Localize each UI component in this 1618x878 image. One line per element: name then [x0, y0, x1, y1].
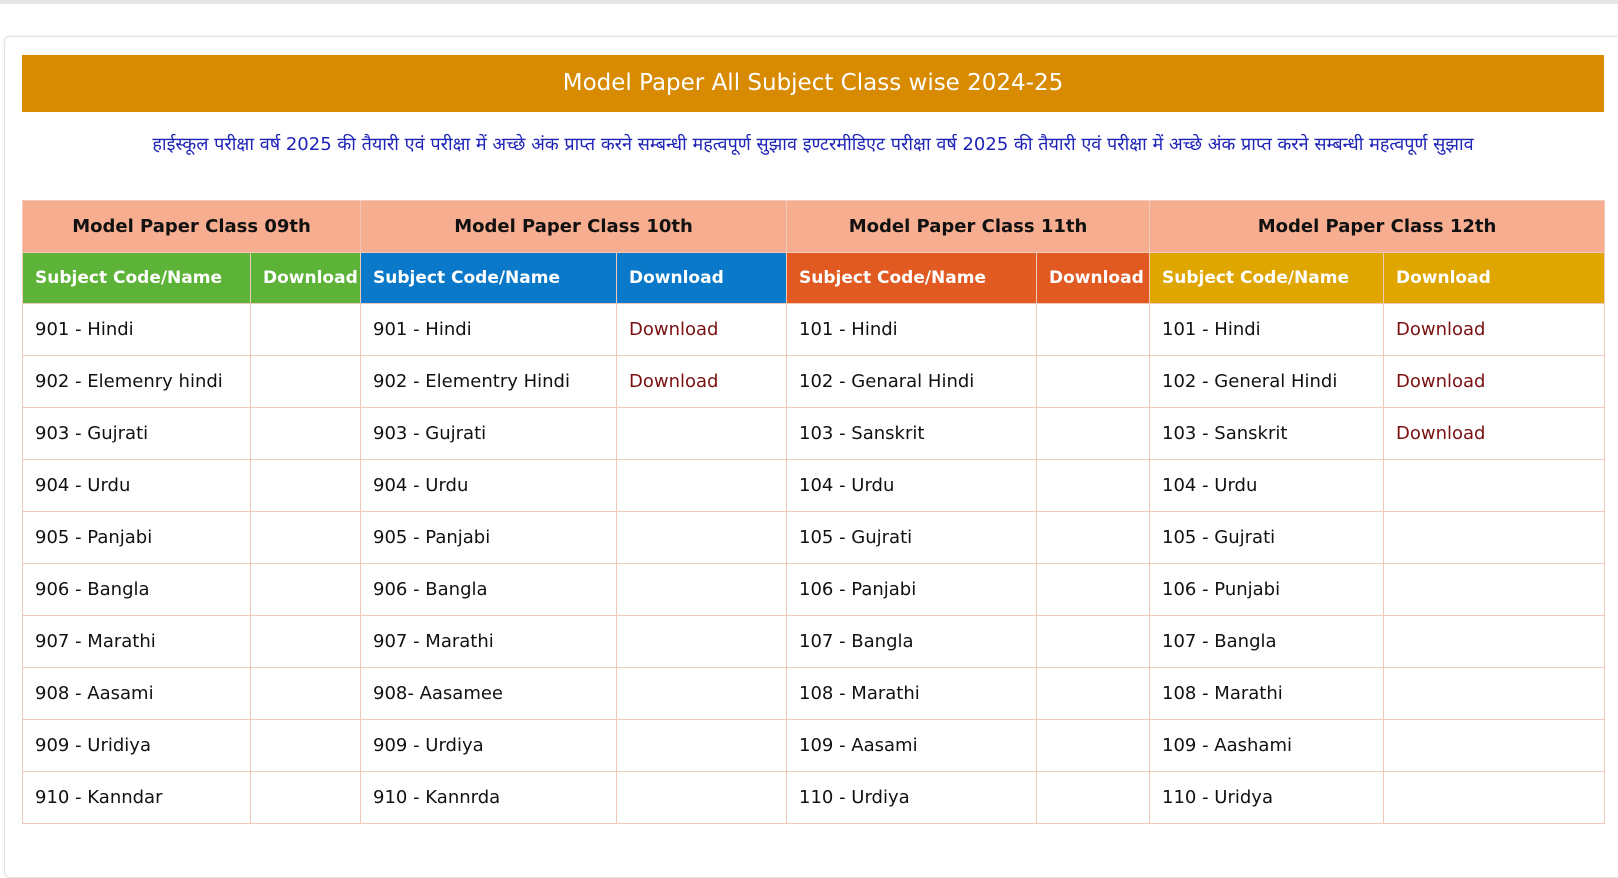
download-cell: [1384, 772, 1605, 824]
notice-links: [22, 132, 1604, 156]
table-row: [23, 772, 1605, 824]
download-cell: [617, 356, 787, 408]
download-cell: [1384, 616, 1605, 668]
top-scroll-shadow: [0, 0, 1618, 4]
subject-cell: 905 - Panjabi: [23, 512, 251, 564]
subject-cell: 110 - Urdiya: [787, 772, 1037, 824]
table-row: [23, 616, 1605, 668]
download-cell: [251, 512, 361, 564]
subject-cell: 902 - Elemenry hindi: [23, 356, 251, 408]
subject-cell: 102 - Genaral Hindi: [787, 356, 1037, 408]
subject-cell: 109 - Aasami: [787, 720, 1037, 772]
class-09-subject-col: Subject Code/Name: [23, 253, 251, 304]
download-cell: [1037, 304, 1150, 356]
download-cell: [617, 512, 787, 564]
class-12-header: Model Paper Class 12th: [1150, 201, 1605, 253]
download-cell: [251, 460, 361, 512]
page-title-banner: [22, 55, 1604, 112]
subject-cell: 101 - Hindi: [787, 304, 1037, 356]
download-cell: [251, 564, 361, 616]
subject-cell: 109 - Aashami: [1150, 720, 1384, 772]
download-link[interactable]: Download: [629, 371, 719, 392]
download-cell: [251, 356, 361, 408]
download-cell: [251, 772, 361, 824]
subject-cell: 102 - General Hindi: [1150, 356, 1384, 408]
subject-cell: 910 - Kanndar: [23, 772, 251, 824]
subject-cell: 107 - Bangla: [1150, 616, 1384, 668]
download-cell: [1037, 356, 1150, 408]
intermediate-tips-link[interactable]: इण्टरमीडिएट परीक्षा वर्ष 2025 की तैयारी एवं परीक्षा में अच्छे अंक प्राप्त करने सम्बन्धी महत्वपूर्ण सुझाव: [802, 134, 1474, 155]
subject-cell: 904 - Urdu: [23, 460, 251, 512]
download-cell: [1037, 668, 1150, 720]
download-cell: [617, 564, 787, 616]
subject-cell: 906 - Bangla: [23, 564, 251, 616]
download-cell: [1384, 460, 1605, 512]
table-row: [23, 304, 1605, 356]
download-cell: [1037, 720, 1150, 772]
download-cell: [617, 304, 787, 356]
download-cell: [1037, 408, 1150, 460]
subject-cell: 108 - Marathi: [787, 668, 1037, 720]
subject-cell: 910 - Kannrda: [361, 772, 617, 824]
subject-cell: 103 - Sanskrit: [787, 408, 1037, 460]
subject-cell: 904 - Urdu: [361, 460, 617, 512]
download-cell: [251, 668, 361, 720]
subject-cell: 905 - Panjabi: [361, 512, 617, 564]
class-10-subject-col: Subject Code/Name: [361, 253, 617, 304]
class-11-download-col: Download: [1037, 253, 1150, 304]
table-row: [23, 356, 1605, 408]
download-cell: [1037, 616, 1150, 668]
subject-cell: 103 - Sanskrit: [1150, 408, 1384, 460]
table-row: [23, 512, 1605, 564]
download-cell: [251, 720, 361, 772]
subject-cell: 902 - Elementry Hindi: [361, 356, 617, 408]
subject-cell: 901 - Hindi: [361, 304, 617, 356]
subject-cell: 908 - Aasami: [23, 668, 251, 720]
subject-cell: 105 - Gujrati: [1150, 512, 1384, 564]
download-cell: [1384, 564, 1605, 616]
class-09-download-col: Download: [251, 253, 361, 304]
model-paper-table: [22, 200, 1605, 824]
class-12-download-col: Download: [1384, 253, 1605, 304]
download-link[interactable]: Download: [629, 319, 719, 340]
table-row: [23, 564, 1605, 616]
subject-cell: 903 - Gujrati: [361, 408, 617, 460]
subject-cell: 110 - Uridya: [1150, 772, 1384, 824]
subject-cell: 106 - Punjabi: [1150, 564, 1384, 616]
subject-cell: 104 - Urdu: [787, 460, 1037, 512]
download-cell: [251, 408, 361, 460]
download-cell: [1384, 668, 1605, 720]
download-cell: [1384, 356, 1605, 408]
download-cell: [617, 720, 787, 772]
download-cell: [617, 408, 787, 460]
subject-cell: 906 - Bangla: [361, 564, 617, 616]
table-row: [23, 720, 1605, 772]
table-row: [23, 460, 1605, 512]
class-10-header: Model Paper Class 10th: [361, 201, 787, 253]
download-cell: [1384, 720, 1605, 772]
subject-cell: 108 - Marathi: [1150, 668, 1384, 720]
download-cell: [1384, 408, 1605, 460]
download-link[interactable]: Download: [1396, 423, 1486, 444]
download-cell: [1037, 564, 1150, 616]
table-row: [23, 408, 1605, 460]
download-link[interactable]: Download: [1396, 371, 1486, 392]
subject-cell: 903 - Gujrati: [23, 408, 251, 460]
table-row: [23, 668, 1605, 720]
class-11-subject-col: Subject Code/Name: [787, 253, 1037, 304]
download-cell: [1384, 304, 1605, 356]
subject-cell: 908- Aasamee: [361, 668, 617, 720]
subject-cell: 909 - Uridiya: [23, 720, 251, 772]
subject-cell: 104 - Urdu: [1150, 460, 1384, 512]
subject-cell: 107 - Bangla: [787, 616, 1037, 668]
download-cell: [1037, 512, 1150, 564]
subject-cell: 907 - Marathi: [361, 616, 617, 668]
download-cell: [617, 668, 787, 720]
subject-cell: 907 - Marathi: [23, 616, 251, 668]
subject-cell: 105 - Gujrati: [787, 512, 1037, 564]
download-cell: [1037, 772, 1150, 824]
highschool-tips-link[interactable]: हाईस्कूल परीक्षा वर्ष 2025 की तैयारी एवं परीक्षा में अच्छे अंक प्राप्त करने सम्बन्धी महत्वपूर्ण सुझाव: [152, 134, 797, 155]
subject-cell: 106 - Panjabi: [787, 564, 1037, 616]
subject-cell: 909 - Urdiya: [361, 720, 617, 772]
download-cell: [617, 616, 787, 668]
subject-cell: 101 - Hindi: [1150, 304, 1384, 356]
download-cell: [251, 616, 361, 668]
download-cell: [251, 304, 361, 356]
class-11-header: Model Paper Class 11th: [787, 201, 1150, 253]
class-10-download-col: Download: [617, 253, 787, 304]
download-link[interactable]: Download: [1396, 319, 1486, 340]
download-cell: [617, 460, 787, 512]
class-09-header: Model Paper Class 09th: [23, 201, 361, 253]
download-cell: [1037, 460, 1150, 512]
class-12-subject-col: Subject Code/Name: [1150, 253, 1384, 304]
subject-cell: 901 - Hindi: [23, 304, 251, 356]
download-cell: [617, 772, 787, 824]
download-cell: [1384, 512, 1605, 564]
page-title: Model Paper All Subject Class wise 2024-25: [562, 70, 1064, 96]
